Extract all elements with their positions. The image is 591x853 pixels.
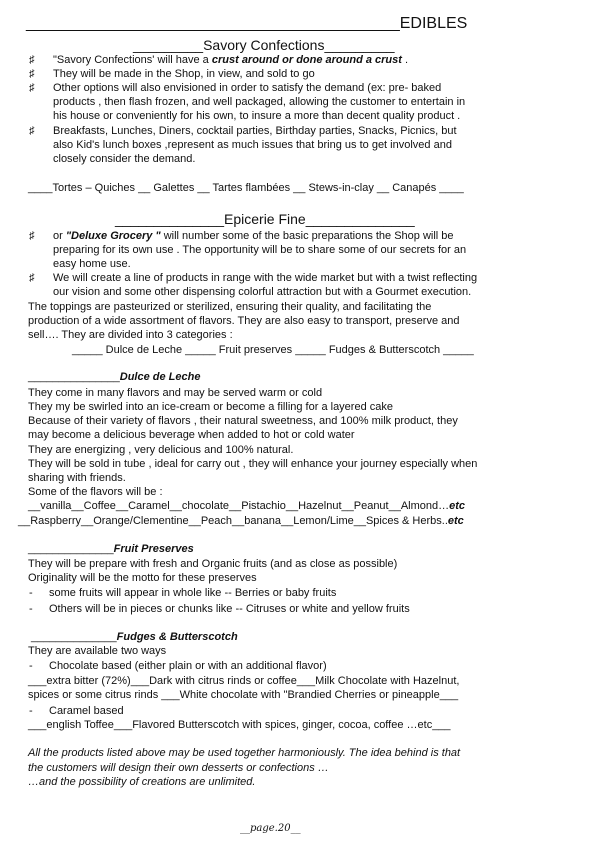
bullet-icon: ♯ <box>29 230 35 242</box>
dulce-line: Because of their variety of flavors , their natural sweetness, and 100% milk product, they <box>28 415 458 427</box>
dash-icon: - <box>29 705 33 717</box>
fruit-line: Originality will be the motto for these preserves <box>28 572 257 584</box>
dulce-line: sharing with friends. <box>28 472 126 484</box>
savory-heading: _________Savory Confections_________ <box>133 37 395 53</box>
savory-bullet-3-line: Other options will also envisioned in order to satisfy the demand (ex: pre- baked <box>53 82 442 94</box>
dulce-line: They are energizing , very delicious and 100% natural. <box>28 444 294 456</box>
bullet-icon: ♯ <box>29 272 35 284</box>
dulce-flavors-1: __vanilla__Coffee__Caramel__chocolate__Pistachio__Hazelnut__Peanut__Almond…etc <box>28 500 466 512</box>
dulce-line: may become a delicious beverage when added to hot or cold water <box>28 429 355 441</box>
dash-icon: - <box>29 660 33 672</box>
dulce-flavors-2: __Raspberry__Orange/Clementine__Peach__banana__Lemon/Lime__Spices & Herbs..etc <box>18 515 464 527</box>
closing-line: …and the possibility of creations are unlimited. <box>28 776 256 788</box>
dash-icon: - <box>29 587 33 599</box>
fruit-heading: ______________Fruit Preserves <box>28 543 194 555</box>
dulce-line: Some of the flavors will be : <box>28 486 163 498</box>
dash-icon: - <box>29 603 33 615</box>
savory-bullet-3-line: products , then flash frozen, and well packaged, allowing the customer to entertain in <box>53 96 466 108</box>
savory-bullet-4-line: also Kid's lunch boxes ,represent as much issues that bring us to get involved and <box>53 139 452 151</box>
savory-bullet-2: They will be made in the Shop, in view, and sold to go <box>53 68 315 80</box>
closing-line: All the products listed above may be used together harmoniously. The idea behind is that <box>28 747 461 759</box>
epicerie-paragraph-line: The toppings are pasteurized or sterilized, ensuring their quality, and facilitating the <box>28 301 432 313</box>
epicerie-categories: _____ Dulce de Leche _____ Fruit preserves _____ Fudges & Butterscotch _____ <box>72 344 474 356</box>
fruit-dash-item: some fruits will appear in whole like -- Berries or baby fruits <box>49 587 337 599</box>
fudges-line: ___extra bitter (72%)___Dark with citrus rinds or coffee___Milk Chocolate with Hazelnut, <box>28 675 460 687</box>
dulce-line: They my be swirled into an ice-cream or become a filling for a layered cake <box>28 401 393 413</box>
savory-items-list: ____Tortes – Quiches __ Galettes __ Tartes flambées __ Stews-in-clay __ Canapés ____ <box>28 182 464 194</box>
fudges-dash-item: Caramel based <box>49 705 124 717</box>
bullet-icon: ♯ <box>29 125 35 137</box>
savory-bullet-1: "Savory Confections' will have a crust around or done around a crust . <box>53 54 409 66</box>
bullet-icon: ♯ <box>29 54 35 66</box>
page-number: __page.20__ <box>240 823 301 834</box>
fudges-line: spices or some citrus rinds ___White chocolate with "Brandied Cherries or pineapple___ <box>28 689 459 701</box>
fudges-heading: ______________Fudges & Butterscotch <box>31 631 238 643</box>
savory-bullet-4-line: closely consider the demand. <box>53 153 196 165</box>
epicerie-paragraph-line: sell…. They are divided into 3 categories : <box>28 329 233 341</box>
fruit-line: They will be prepare with fresh and Organic fruits (and as close as possible) <box>28 558 398 570</box>
dulce-line: They will be sold in tube , ideal for carry out , they will enhance your journey especially when <box>28 458 478 470</box>
fudges-line: ___english Toffee___Flavored Butterscotch with spices, ginger, cocoa, coffee …etc___ <box>28 719 451 731</box>
epicerie-heading: ______________Epicerie Fine______________ <box>115 211 415 227</box>
fruit-dash-item: Others will be in pieces or chunks like -- Citruses or white and yellow fruits <box>49 603 410 615</box>
fudges-dash-item: Chocolate based (either plain or with an additional flavor) <box>49 660 327 672</box>
bullet-icon: ♯ <box>29 82 35 94</box>
savory-bullet-4-line: Breakfasts, Lunches, Diners, cocktail parties, Birthday parties, Snacks, Picnics, but <box>53 125 457 137</box>
epicerie-bullet-2-line: We will create a line of products in range with the wide market but with a twist reflecting <box>53 272 478 284</box>
epicerie-bullet-1: or "Deluxe Grocery " will number some of the basic preparations the Shop will be <box>53 230 454 242</box>
bullet-icon: ♯ <box>29 68 35 80</box>
dulce-heading: _______________Dulce de Leche <box>28 371 201 383</box>
epicerie-bullet-2-line: our vision and some other dispensing colorful attraction but with a Gourmet execution. <box>53 286 472 298</box>
closing-line: the customers will design their own desserts or confections … <box>28 762 329 774</box>
savory-bullet-3-line: his house or conveniently for his own, to insure a more than decent quality product . <box>53 110 461 122</box>
dulce-line: They come in many flavors and may be served warm or cold <box>28 387 323 399</box>
epicerie-bullet-1-line: easy home use. <box>53 258 131 270</box>
epicerie-paragraph-line: production of a wide assortment of flavors. They are also easy to transport, preserve and <box>28 315 460 327</box>
epicerie-bullet-1-line: preparing for its own use . The opportunity will be to share some of our secrets for an <box>53 244 467 256</box>
fudges-line: They are available two ways <box>28 645 167 657</box>
edibles-title: __________________________________________EDIBLES <box>26 15 468 32</box>
